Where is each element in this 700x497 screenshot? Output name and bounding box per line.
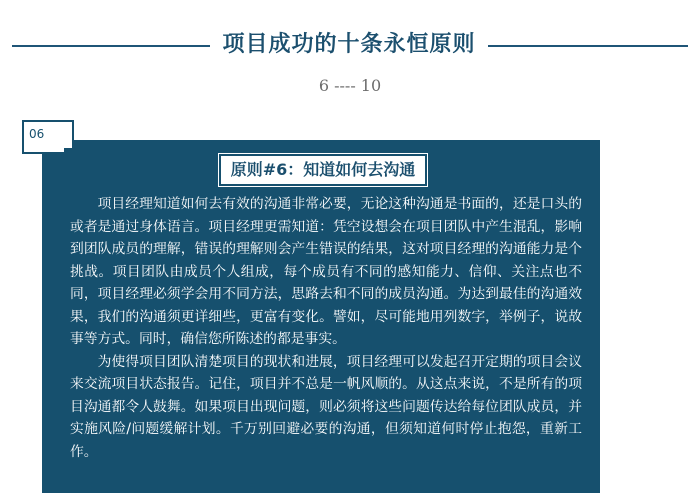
principle-number: 06 xyxy=(29,127,45,141)
number-box-corner xyxy=(64,148,88,162)
page-range: 6 ---- 10 xyxy=(318,76,382,95)
principle-title-box xyxy=(219,154,427,186)
principle-title: 原则#6：知道如何去沟通 xyxy=(230,160,416,179)
header-divider-right xyxy=(488,45,688,47)
body-paragraph-2: 为使得项目团队清楚项目的现状和进展，项目经理可以发起召开定期的项目会议来交流项目状态报告。记住，项目并不总是一帆风顺的。从这点来说，不是所有的项目沟通都令人鼓舞。如果项目出现问题，则必须将这些问题传达给每位团队成员，并实施风险/问题缓解计划。千万别回避必要的沟通，但须知道何时停止抱怨，重新工作。 xyxy=(70,353,582,460)
header-divider-left xyxy=(12,45,210,47)
principle-number-box xyxy=(22,120,74,154)
page-title: 项目成功的十条永恒原则 xyxy=(222,32,476,57)
body-paragraph-1: 项目经理知道如何去有效的沟通非常必要，无论这种沟通是书面的，还是口头的或者是通过身体语言。项目经理更需知道：凭空设想会在项目团队中产生混乱，影响到团队成员的理解，错误的理解则会产生错误的结果，这对项目经理的沟通能力是个挑战。项目团队由成员个人组成，每个成员有不同的感知能力、信仰、关注点也不同，项目经理必须学会用不同方法，思路去和不同的成员沟通。为达到最佳的沟通效果，我们的沟通须更详细些，更富有变化。譬如，尽可能地用列数字，举例子，说故事等方式。同时，确信您所陈述的都是事实。 xyxy=(70,196,582,347)
principle-body xyxy=(70,193,582,463)
